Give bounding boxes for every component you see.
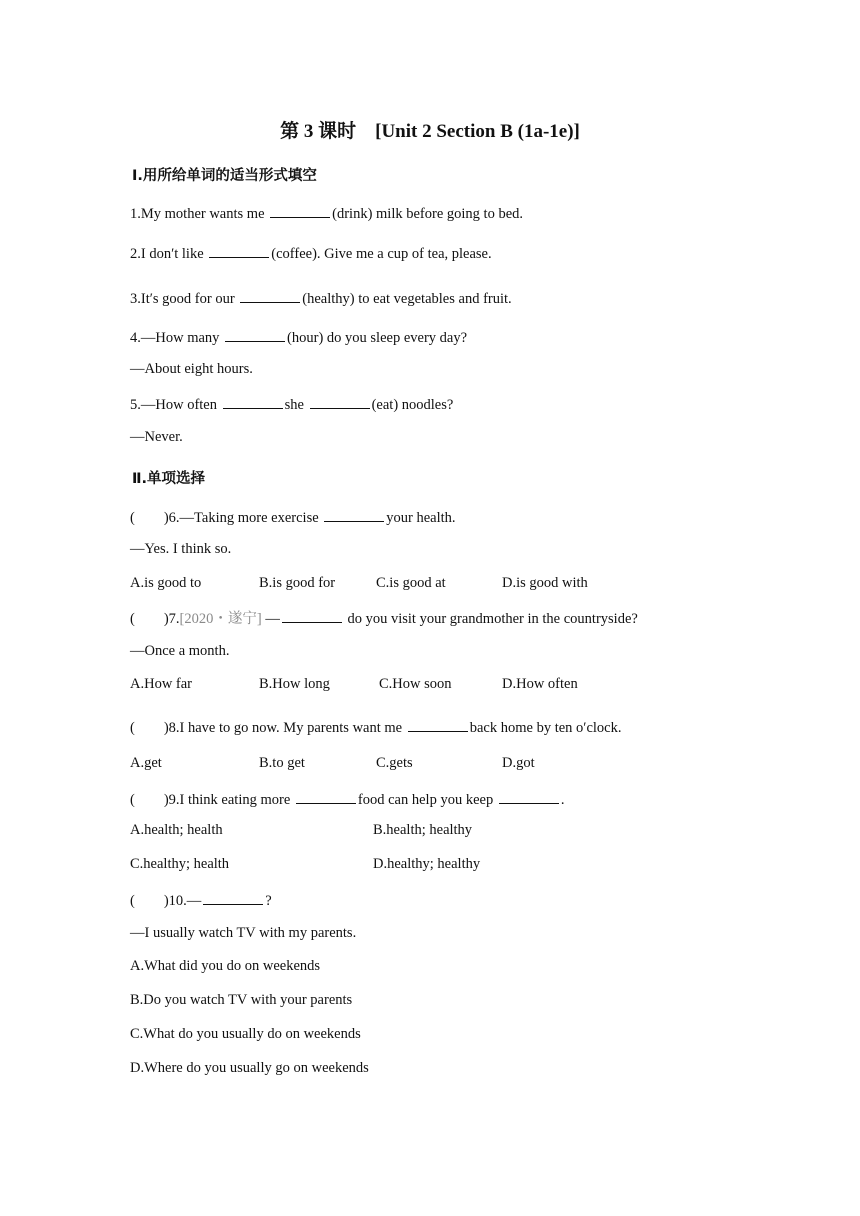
- option-a[interactable]: A.How far: [130, 676, 193, 692]
- option-c[interactable]: C.is good at: [376, 575, 446, 591]
- option-d[interactable]: D.Where do you usually go on weekends: [130, 1060, 369, 1076]
- question-5-response: —Never.: [130, 429, 183, 445]
- option-c[interactable]: C.How soon: [379, 676, 452, 692]
- answer-blank[interactable]: [223, 394, 283, 409]
- answer-blank[interactable]: [270, 203, 330, 218]
- option-a[interactable]: A.get: [130, 755, 162, 771]
- answer-blank[interactable]: [324, 507, 384, 522]
- option-a[interactable]: A.What did you do on weekends: [130, 958, 321, 974]
- option-b[interactable]: B.to get: [259, 755, 305, 771]
- question-3: 3.It′s good for our (healthy) to eat vegetables and fruit.: [130, 288, 512, 308]
- option-b[interactable]: B.health; healthy: [373, 822, 473, 838]
- question-7: ( )7.[2020・遂宁] — do you visit your grandmother in the countryside?: [130, 608, 638, 628]
- question-5: 5.—How often she (eat) noodles?: [130, 394, 453, 414]
- answer-blank[interactable]: [296, 789, 356, 804]
- option-b[interactable]: B.Do you watch TV with your parents: [130, 992, 353, 1008]
- question-10: ( )10.— ?: [130, 890, 272, 910]
- page-title: 第 3 课时 [Unit 2 Section B (1a-1e)]: [280, 121, 580, 142]
- question-4-response: —About eight hours.: [130, 361, 253, 377]
- option-c[interactable]: C.healthy; health: [130, 856, 230, 872]
- answer-blank[interactable]: [499, 789, 559, 804]
- question-6-response: —Yes. I think so.: [130, 541, 232, 557]
- question-6: ( )6.—Taking more exercise your health.: [130, 507, 456, 527]
- answer-paren[interactable]: ( ): [130, 611, 169, 627]
- option-c[interactable]: C.What do you usually do on weekends: [130, 1026, 361, 1042]
- option-a[interactable]: A.is good to: [130, 575, 202, 591]
- option-b[interactable]: B.is good for: [259, 575, 336, 591]
- answer-blank[interactable]: [408, 717, 468, 732]
- section-2-heading: Ⅱ.单项选择: [132, 471, 206, 487]
- source-tag: [2020・遂宁]: [179, 611, 262, 627]
- option-b[interactable]: B.How long: [259, 676, 330, 692]
- option-d[interactable]: D.is good with: [502, 575, 588, 591]
- question-10-response: —I usually watch TV with my parents.: [130, 925, 357, 941]
- answer-blank[interactable]: [225, 327, 285, 342]
- section-1-heading: Ⅰ.用所给单词的适当形式填空: [132, 168, 317, 184]
- answer-paren[interactable]: ( ): [130, 792, 169, 808]
- answer-paren[interactable]: ( ): [130, 720, 169, 736]
- answer-blank[interactable]: [209, 243, 269, 258]
- option-d[interactable]: D.got: [502, 755, 535, 771]
- question-4: 4.—How many (hour) do you sleep every day?: [130, 327, 467, 347]
- answer-paren[interactable]: ( ): [130, 510, 169, 526]
- answer-blank[interactable]: [310, 394, 370, 409]
- question-8: ( )8.I have to go now. My parents want me back home by ten o′clock.: [130, 717, 621, 737]
- option-d[interactable]: D.How often: [502, 676, 578, 692]
- question-7-response: —Once a month.: [130, 643, 230, 659]
- option-d[interactable]: D.healthy; healthy: [373, 856, 481, 872]
- answer-blank[interactable]: [240, 288, 300, 303]
- answer-blank[interactable]: [282, 608, 342, 623]
- question-1: 1.My mother wants me (drink) milk before going to bed.: [130, 203, 523, 223]
- answer-paren[interactable]: ( ): [130, 893, 169, 909]
- question-9: ( )9.I think eating more food can help you keep .: [130, 789, 564, 809]
- question-2: 2.I don′t like (coffee). Give me a cup of tea, please.: [130, 243, 492, 263]
- answer-blank[interactable]: [203, 890, 263, 905]
- option-a[interactable]: A.health; health: [130, 822, 223, 838]
- option-c[interactable]: C.gets: [376, 755, 413, 771]
